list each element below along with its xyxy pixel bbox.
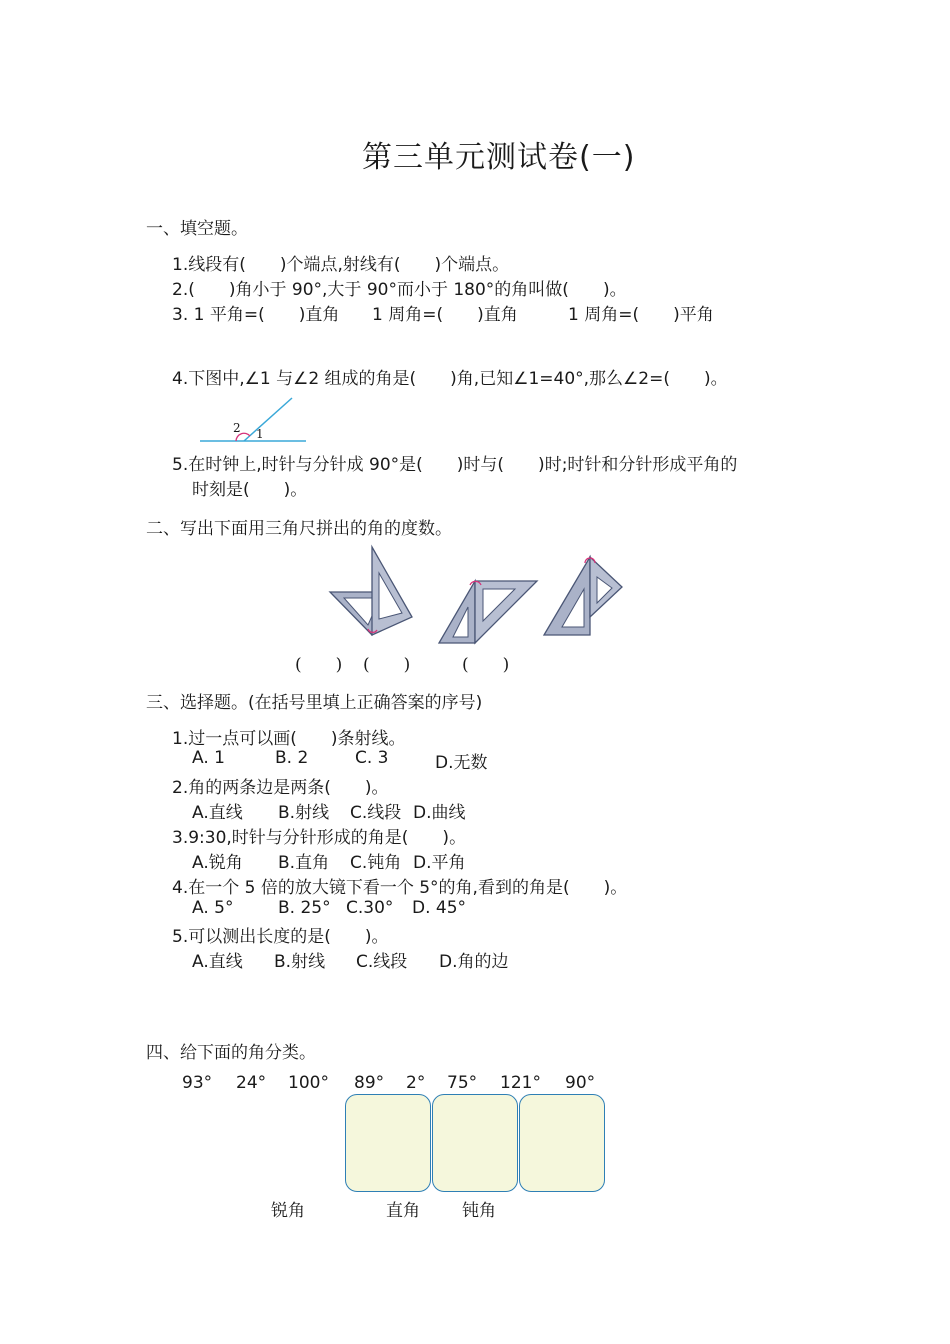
s3-q2-option-d: D.曲线 bbox=[413, 803, 466, 823]
category-label-acute: 锐角 bbox=[271, 1201, 305, 1221]
classification-box-acute[interactable] bbox=[345, 1094, 431, 1192]
s3-q4-option-d: D. 45° bbox=[412, 898, 467, 918]
angle-value: 121° bbox=[500, 1073, 541, 1093]
s3-q5-option-d: D.角的边 bbox=[439, 952, 509, 972]
s3-q3-option-d: D.平角 bbox=[413, 853, 466, 873]
section-4-heading: 四、给下面的角分类。 bbox=[146, 1043, 316, 1063]
s3-q2-option-a: A.直线 bbox=[192, 803, 243, 823]
s3-q4-option-c: C.30° bbox=[346, 898, 394, 918]
classification-box-right[interactable] bbox=[432, 1094, 518, 1192]
page-title: 第三单元测试卷(一) bbox=[362, 140, 636, 175]
s3-q1-option-c: C. 3 bbox=[355, 748, 389, 768]
s3-q1-option-a: A. 1 bbox=[192, 748, 225, 768]
s3-q4-option-a: A. 5° bbox=[192, 898, 234, 918]
s3-q5-option-b: B.射线 bbox=[274, 952, 326, 972]
angle-value: 93° bbox=[182, 1073, 213, 1093]
s3-question-4: 4.在一个 5 倍的放大镜下看一个 5°的角,看到的角是( )。 bbox=[172, 878, 628, 898]
s1-question-3b: 1 周角=( )直角 bbox=[372, 305, 518, 325]
angle-1-label: 1 bbox=[256, 427, 264, 441]
s3-question-2: 2.角的两条边是两条( )。 bbox=[172, 778, 389, 798]
triangle-set-2 bbox=[437, 577, 542, 647]
angle-value: 2° bbox=[406, 1073, 426, 1093]
s3-q3-option-c: C.钝角 bbox=[350, 853, 402, 873]
s3-q1-option-b: B. 2 bbox=[275, 748, 309, 768]
s1-question-1: 1.线段有( )个端点,射线有( )个端点。 bbox=[172, 255, 510, 275]
s1-question-3a: 3. 1 平角=( )直角 bbox=[172, 305, 340, 325]
section-3-heading: 三、选择题。(在括号里填上正确答案的序号) bbox=[146, 693, 483, 713]
angle-value: 100° bbox=[288, 1073, 329, 1093]
s2-answer-3: ( ) bbox=[462, 655, 510, 675]
triangle-set-3 bbox=[542, 555, 627, 640]
s3-question-1: 1.过一点可以画( )条射线。 bbox=[172, 729, 406, 749]
s3-q3-option-b: B.直角 bbox=[278, 853, 330, 873]
s1-question-2: 2.( )角小于 90°,大于 90°而小于 180°的角叫做( )。 bbox=[172, 280, 627, 300]
triangle-set-1 bbox=[328, 545, 423, 640]
section-2-heading: 二、写出下面用三角尺拼出的角的度数。 bbox=[146, 519, 452, 539]
s1-question-4: 4.下图中,∠1 与∠2 组成的角是( )角,已知∠1=40°,那么∠2=( )。 bbox=[172, 369, 728, 389]
angle-value: 89° bbox=[354, 1073, 385, 1093]
s1-question-3c: 1 周角=( )平角 bbox=[568, 305, 714, 325]
category-label-right: 直角 bbox=[386, 1201, 420, 1221]
s1-question-5-line2: 时刻是( )。 bbox=[192, 480, 308, 500]
s3-q5-option-c: C.线段 bbox=[356, 952, 408, 972]
classification-box-obtuse[interactable] bbox=[519, 1094, 605, 1192]
s2-answer-2: ( ) bbox=[363, 655, 411, 675]
s1-question-5-line1: 5.在时钟上,时针与分针成 90°是( )时与( )时;时针和分针形成平角的 bbox=[172, 455, 738, 475]
s3-q1-option-d: D.无数 bbox=[435, 753, 488, 773]
s3-q3-option-a: A.锐角 bbox=[192, 853, 243, 873]
section-1-heading: 一、填空题。 bbox=[146, 219, 248, 239]
s3-q5-option-a: A.直线 bbox=[192, 952, 243, 972]
angle-value: 24° bbox=[236, 1073, 267, 1093]
s3-q4-option-b: B. 25° bbox=[278, 898, 331, 918]
s2-answer-1: ( ) bbox=[295, 655, 343, 675]
category-label-obtuse: 钝角 bbox=[462, 1201, 496, 1221]
angle-2-label: 2 bbox=[233, 421, 241, 435]
s3-q2-option-b: B.射线 bbox=[278, 803, 330, 823]
s3-question-5: 5.可以测出长度的是( )。 bbox=[172, 927, 389, 947]
angle-value: 75° bbox=[447, 1073, 478, 1093]
angle-value: 90° bbox=[565, 1073, 596, 1093]
s3-question-3: 3.9:30,时针与分针形成的角是( )。 bbox=[172, 828, 467, 848]
s3-q2-option-c: C.线段 bbox=[350, 803, 402, 823]
angle-figure bbox=[198, 396, 308, 444]
